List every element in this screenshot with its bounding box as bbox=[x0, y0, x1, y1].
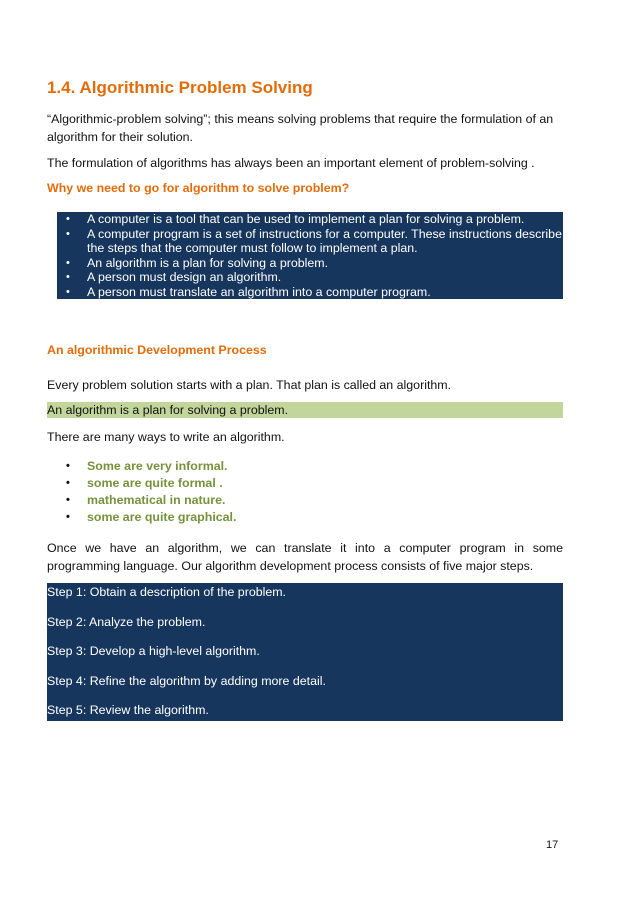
ways-paragraph: There are many ways to write an algorithm. bbox=[47, 430, 285, 444]
highlighted-definition: An algorithm is a plan for solving a problem. bbox=[47, 402, 563, 418]
bullet-icon: • bbox=[66, 460, 70, 472]
bullet-icon: • bbox=[66, 511, 70, 523]
plan-paragraph: Every problem solution starts with a plan. That plan is called an algorithm. bbox=[47, 378, 452, 392]
bullet-icon: • bbox=[66, 227, 70, 240]
process-paragraph: Once we have an algorithm, we can translate it into a computer program in some programming language. Our algorithm development process consists of five major steps. bbox=[47, 541, 563, 573]
list-item: • mathematical in nature. bbox=[66, 493, 226, 507]
ways-list bbox=[47, 458, 563, 526]
bullet-icon: • bbox=[66, 256, 70, 269]
step-item: Step 1: Obtain a description of the problem. bbox=[47, 585, 287, 599]
formulation-paragraph: The formulation of algorithms has always been an important element of problem-solving . bbox=[47, 156, 535, 170]
section-title: 1.4. Algorithmic Problem Solving bbox=[47, 78, 313, 97]
intro-paragraph: “Algorithmic-problem solving”; this means solving problems that require the formulation of an algorithm for their solution. bbox=[47, 112, 554, 144]
bullet-icon: • bbox=[66, 477, 70, 489]
step-item: Step 4: Refine the algorithm by adding more detail. bbox=[47, 673, 326, 688]
bullet-icon: • bbox=[66, 213, 70, 225]
why-bullet-box bbox=[57, 212, 563, 299]
bullet-icon: • bbox=[66, 285, 70, 298]
why-heading: Why we need to go for algorithm to solve problem? bbox=[47, 181, 350, 195]
list-item: • Some are very informal. bbox=[66, 459, 228, 473]
steps-box bbox=[47, 583, 563, 721]
page-number: 17 bbox=[546, 839, 559, 851]
page-content bbox=[47, 78, 563, 721]
development-heading: An algorithmic Development Process bbox=[47, 343, 267, 357]
list-item: • A person must translate an algorithm into a computer program. bbox=[66, 284, 431, 299]
step-item: Step 5: Review the algorithm. bbox=[47, 703, 209, 717]
list-item: • A computer program is a set of instructions for a computer. These instructions describe the steps that the computer must follow to implement a plan. bbox=[66, 226, 562, 255]
list-item: • some are quite formal . bbox=[66, 476, 223, 490]
bullet-icon: • bbox=[66, 271, 70, 283]
bullet-icon: • bbox=[66, 494, 70, 506]
list-item: • A computer is a tool that can be used to implement a plan for solving a problem. bbox=[66, 212, 525, 226]
list-item: • some are quite graphical. bbox=[66, 510, 237, 524]
list-item: • An algorithm is a plan for solving a problem. bbox=[66, 255, 329, 270]
list-item: • A person must design an algorithm. bbox=[66, 270, 282, 284]
step-item: Step 2: Analyze the problem. bbox=[47, 614, 206, 629]
why-bullet-list bbox=[57, 212, 563, 299]
step-item: Step 3: Develop a high-level algorithm. bbox=[47, 644, 260, 658]
